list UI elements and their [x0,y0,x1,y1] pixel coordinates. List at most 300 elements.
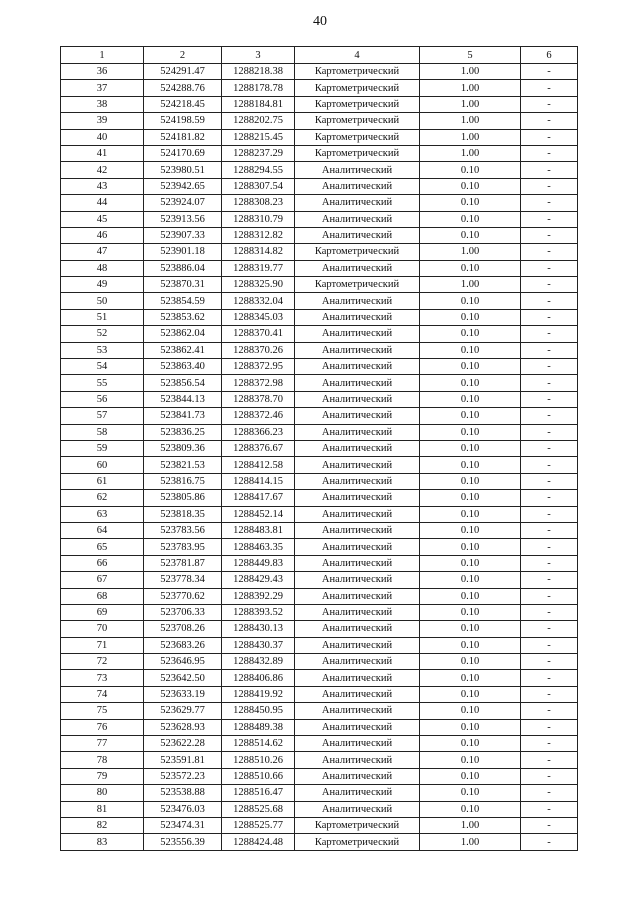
accuracy-cell: 0.10 [420,621,521,637]
y-coordinate-cell: 1288393.52 [222,604,295,620]
point-number-cell: 55 [61,375,144,391]
method-cell: Аналитический [295,375,420,391]
y-coordinate-cell: 1288376.67 [222,440,295,456]
x-coordinate-cell: 523633.19 [144,686,222,702]
accuracy-cell: 0.10 [420,195,521,211]
column-header-6: 6 [521,47,578,64]
table-row [61,244,578,260]
accuracy-cell: 0.10 [420,375,521,391]
accuracy-cell: 0.10 [420,162,521,178]
table-row [61,522,578,538]
point-number-cell: 77 [61,736,144,752]
table-body [61,64,578,851]
table-row [61,539,578,555]
table-row [61,686,578,702]
method-cell: Аналитический [295,424,420,440]
note-cell: - [521,408,578,424]
note-cell: - [521,96,578,112]
point-number-cell: 64 [61,522,144,538]
accuracy-cell: 1.00 [420,64,521,80]
table-row [61,342,578,358]
column-header-1: 1 [61,47,144,64]
x-coordinate-cell: 523818.35 [144,506,222,522]
table-row [61,572,578,588]
x-coordinate-cell: 523556.39 [144,834,222,850]
table-row [61,719,578,735]
point-number-cell: 65 [61,539,144,555]
x-coordinate-cell: 523907.33 [144,227,222,243]
method-cell: Аналитический [295,178,420,194]
x-coordinate-cell: 523886.04 [144,260,222,276]
note-cell: - [521,654,578,670]
table-row [61,654,578,670]
table-row [61,96,578,112]
y-coordinate-cell: 1288419.92 [222,686,295,702]
y-coordinate-cell: 1288345.03 [222,309,295,325]
accuracy-cell: 0.10 [420,211,521,227]
y-coordinate-cell: 1288510.26 [222,752,295,768]
x-coordinate-cell: 523474.31 [144,817,222,833]
table-row [61,440,578,456]
y-coordinate-cell: 1288310.79 [222,211,295,227]
accuracy-cell: 0.10 [420,424,521,440]
accuracy-cell: 0.10 [420,703,521,719]
y-coordinate-cell: 1288489.38 [222,719,295,735]
point-number-cell: 54 [61,359,144,375]
note-cell: - [521,555,578,571]
table-row [61,817,578,833]
accuracy-cell: 0.10 [420,686,521,702]
x-coordinate-cell: 523781.87 [144,555,222,571]
y-coordinate-cell: 1288312.82 [222,227,295,243]
x-coordinate-cell: 523628.93 [144,719,222,735]
x-coordinate-cell: 523870.31 [144,277,222,293]
y-coordinate-cell: 1288463.35 [222,539,295,555]
y-coordinate-cell: 1288392.29 [222,588,295,604]
note-cell: - [521,227,578,243]
table-row [61,326,578,342]
method-cell: Картометрический [295,817,420,833]
note-cell: - [521,522,578,538]
method-cell: Аналитический [295,736,420,752]
y-coordinate-cell: 1288294.55 [222,162,295,178]
y-coordinate-cell: 1288450.95 [222,703,295,719]
x-coordinate-cell: 523642.50 [144,670,222,686]
accuracy-cell: 0.10 [420,293,521,309]
note-cell: - [521,129,578,145]
y-coordinate-cell: 1288237.29 [222,145,295,161]
method-cell: Аналитический [295,621,420,637]
table-row [61,457,578,473]
method-cell: Аналитический [295,309,420,325]
method-cell: Аналитический [295,195,420,211]
x-coordinate-cell: 523572.23 [144,768,222,784]
table-row [61,736,578,752]
x-coordinate-cell: 523816.75 [144,473,222,489]
method-cell: Аналитический [295,293,420,309]
x-coordinate-cell: 523856.54 [144,375,222,391]
method-cell: Аналитический [295,473,420,489]
point-number-cell: 45 [61,211,144,227]
y-coordinate-cell: 1288314.82 [222,244,295,260]
point-number-cell: 50 [61,293,144,309]
table-row [61,408,578,424]
point-number-cell: 78 [61,752,144,768]
x-coordinate-cell: 523942.65 [144,178,222,194]
accuracy-cell: 0.10 [420,736,521,752]
y-coordinate-cell: 1288319.77 [222,260,295,276]
y-coordinate-cell: 1288372.98 [222,375,295,391]
accuracy-cell: 0.10 [420,408,521,424]
y-coordinate-cell: 1288430.37 [222,637,295,653]
x-coordinate-cell: 523841.73 [144,408,222,424]
x-coordinate-cell: 523622.28 [144,736,222,752]
table-row [61,391,578,407]
table-row [61,801,578,817]
note-cell: - [521,162,578,178]
y-coordinate-cell: 1288525.77 [222,817,295,833]
method-cell: Аналитический [295,227,420,243]
x-coordinate-cell: 523924.07 [144,195,222,211]
table-row [61,637,578,653]
y-coordinate-cell: 1288370.41 [222,326,295,342]
accuracy-cell: 1.00 [420,244,521,260]
table-row [61,211,578,227]
x-coordinate-cell: 523809.36 [144,440,222,456]
method-cell: Аналитический [295,391,420,407]
accuracy-cell: 0.10 [420,490,521,506]
table-row [61,129,578,145]
note-cell: - [521,359,578,375]
point-number-cell: 58 [61,424,144,440]
accuracy-cell: 0.10 [420,260,521,276]
x-coordinate-cell: 524181.82 [144,129,222,145]
method-cell: Картометрический [295,244,420,260]
y-coordinate-cell: 1288452.14 [222,506,295,522]
note-cell: - [521,637,578,653]
note-cell: - [521,588,578,604]
method-cell: Аналитический [295,785,420,801]
note-cell: - [521,195,578,211]
accuracy-cell: 1.00 [420,129,521,145]
x-coordinate-cell: 523591.81 [144,752,222,768]
accuracy-cell: 0.10 [420,555,521,571]
table-row [61,621,578,637]
point-number-cell: 62 [61,490,144,506]
method-cell: Аналитический [295,359,420,375]
method-cell: Аналитический [295,572,420,588]
method-cell: Аналитический [295,686,420,702]
point-number-cell: 47 [61,244,144,260]
accuracy-cell: 0.10 [420,473,521,489]
point-number-cell: 75 [61,703,144,719]
note-cell: - [521,211,578,227]
accuracy-cell: 0.10 [420,604,521,620]
point-number-cell: 44 [61,195,144,211]
table-row [61,145,578,161]
accuracy-cell: 0.10 [420,785,521,801]
x-coordinate-cell: 523805.86 [144,490,222,506]
point-number-cell: 40 [61,129,144,145]
table-row [61,359,578,375]
y-coordinate-cell: 1288184.81 [222,96,295,112]
point-number-cell: 49 [61,277,144,293]
point-number-cell: 59 [61,440,144,456]
y-coordinate-cell: 1288307.54 [222,178,295,194]
point-number-cell: 36 [61,64,144,80]
note-cell: - [521,244,578,260]
table-row [61,195,578,211]
table-row [61,490,578,506]
point-number-cell: 68 [61,588,144,604]
accuracy-cell: 0.10 [420,227,521,243]
note-cell: - [521,113,578,129]
point-number-cell: 63 [61,506,144,522]
accuracy-cell: 0.10 [420,768,521,784]
accuracy-cell: 0.10 [420,588,521,604]
point-number-cell: 80 [61,785,144,801]
x-coordinate-cell: 523844.13 [144,391,222,407]
y-coordinate-cell: 1288218.38 [222,64,295,80]
column-header-3: 3 [222,47,295,64]
method-cell: Аналитический [295,408,420,424]
table-row [61,113,578,129]
accuracy-cell: 0.10 [420,391,521,407]
note-cell: - [521,424,578,440]
table-row [61,227,578,243]
accuracy-cell: 1.00 [420,834,521,850]
x-coordinate-cell: 523862.04 [144,326,222,342]
table-row [61,834,578,850]
y-coordinate-cell: 1288378.70 [222,391,295,407]
point-number-cell: 37 [61,80,144,96]
note-cell: - [521,277,578,293]
point-number-cell: 66 [61,555,144,571]
point-number-cell: 79 [61,768,144,784]
table-header [61,47,578,64]
y-coordinate-cell: 1288525.68 [222,801,295,817]
accuracy-cell: 0.10 [420,670,521,686]
column-header-2: 2 [144,47,222,64]
note-cell: - [521,752,578,768]
note-cell: - [521,506,578,522]
x-coordinate-cell: 523783.56 [144,522,222,538]
y-coordinate-cell: 1288514.62 [222,736,295,752]
point-number-cell: 56 [61,391,144,407]
table-row [61,178,578,194]
accuracy-cell: 0.10 [420,654,521,670]
method-cell: Аналитический [295,457,420,473]
x-coordinate-cell: 523862.41 [144,342,222,358]
accuracy-cell: 1.00 [420,80,521,96]
point-number-cell: 52 [61,326,144,342]
coordinates-table [60,46,578,851]
table-row [61,703,578,719]
x-coordinate-cell: 523980.51 [144,162,222,178]
x-coordinate-cell: 524288.76 [144,80,222,96]
point-number-cell: 39 [61,113,144,129]
point-number-cell: 67 [61,572,144,588]
point-number-cell: 38 [61,96,144,112]
y-coordinate-cell: 1288430.13 [222,621,295,637]
note-cell: - [521,768,578,784]
accuracy-cell: 1.00 [420,277,521,293]
note-cell: - [521,539,578,555]
table-row [61,785,578,801]
method-cell: Аналитический [295,342,420,358]
method-cell: Аналитический [295,506,420,522]
note-cell: - [521,178,578,194]
note-cell: - [521,80,578,96]
point-number-cell: 61 [61,473,144,489]
point-number-cell: 72 [61,654,144,670]
point-number-cell: 70 [61,621,144,637]
table-row [61,555,578,571]
table-row [61,80,578,96]
note-cell: - [521,293,578,309]
method-cell: Аналитический [295,326,420,342]
table-row [61,375,578,391]
note-cell: - [521,260,578,276]
method-cell: Аналитический [295,637,420,653]
table-row [61,293,578,309]
method-cell: Аналитический [295,162,420,178]
y-coordinate-cell: 1288424.48 [222,834,295,850]
x-coordinate-cell: 523538.88 [144,785,222,801]
method-cell: Аналитический [295,604,420,620]
accuracy-cell: 0.10 [420,801,521,817]
y-coordinate-cell: 1288406.86 [222,670,295,686]
method-cell: Аналитический [295,260,420,276]
y-coordinate-cell: 1288483.81 [222,522,295,538]
method-cell: Аналитический [295,768,420,784]
point-number-cell: 51 [61,309,144,325]
note-cell: - [521,686,578,702]
note-cell: - [521,64,578,80]
method-cell: Аналитический [295,801,420,817]
point-number-cell: 73 [61,670,144,686]
method-cell: Аналитический [295,490,420,506]
y-coordinate-cell: 1288414.15 [222,473,295,489]
method-cell: Аналитический [295,719,420,735]
x-coordinate-cell: 523783.95 [144,539,222,555]
accuracy-cell: 1.00 [420,145,521,161]
table-row [61,162,578,178]
method-cell: Аналитический [295,211,420,227]
x-coordinate-cell: 523821.53 [144,457,222,473]
note-cell: - [521,440,578,456]
y-coordinate-cell: 1288417.67 [222,490,295,506]
point-number-cell: 69 [61,604,144,620]
x-coordinate-cell: 524291.47 [144,64,222,80]
table-row [61,64,578,80]
method-cell: Аналитический [295,752,420,768]
method-cell: Аналитический [295,654,420,670]
y-coordinate-cell: 1288372.95 [222,359,295,375]
point-number-cell: 48 [61,260,144,276]
accuracy-cell: 0.10 [420,572,521,588]
x-coordinate-cell: 523863.40 [144,359,222,375]
note-cell: - [521,785,578,801]
table-row [61,309,578,325]
point-number-cell: 74 [61,686,144,702]
accuracy-cell: 0.10 [420,359,521,375]
table-row [61,670,578,686]
point-number-cell: 43 [61,178,144,194]
x-coordinate-cell: 523708.26 [144,621,222,637]
y-coordinate-cell: 1288366.23 [222,424,295,440]
note-cell: - [521,621,578,637]
accuracy-cell: 0.10 [420,457,521,473]
y-coordinate-cell: 1288412.58 [222,457,295,473]
table-row [61,424,578,440]
y-coordinate-cell: 1288215.45 [222,129,295,145]
method-cell: Аналитический [295,703,420,719]
y-coordinate-cell: 1288178.78 [222,80,295,96]
point-number-cell: 42 [61,162,144,178]
table-row [61,604,578,620]
accuracy-cell: 0.10 [420,506,521,522]
method-cell: Аналитический [295,522,420,538]
point-number-cell: 41 [61,145,144,161]
note-cell: - [521,326,578,342]
table-row [61,752,578,768]
accuracy-cell: 0.10 [420,539,521,555]
method-cell: Картометрический [295,129,420,145]
y-coordinate-cell: 1288202.75 [222,113,295,129]
column-header-5: 5 [420,47,521,64]
table-row [61,260,578,276]
note-cell: - [521,670,578,686]
note-cell: - [521,375,578,391]
x-coordinate-cell: 523853.62 [144,309,222,325]
point-number-cell: 57 [61,408,144,424]
accuracy-cell: 1.00 [420,96,521,112]
accuracy-cell: 0.10 [420,637,521,653]
note-cell: - [521,145,578,161]
note-cell: - [521,817,578,833]
method-cell: Аналитический [295,555,420,571]
note-cell: - [521,703,578,719]
point-number-cell: 53 [61,342,144,358]
page-number: 40 [313,14,327,29]
method-cell: Аналитический [295,588,420,604]
accuracy-cell: 0.10 [420,440,521,456]
accuracy-cell: 0.10 [420,522,521,538]
x-coordinate-cell: 524198.59 [144,113,222,129]
x-coordinate-cell: 523629.77 [144,703,222,719]
y-coordinate-cell: 1288332.04 [222,293,295,309]
y-coordinate-cell: 1288429.43 [222,572,295,588]
accuracy-cell: 0.10 [420,326,521,342]
point-number-cell: 76 [61,719,144,735]
point-number-cell: 81 [61,801,144,817]
x-coordinate-cell: 523836.25 [144,424,222,440]
table-row [61,506,578,522]
point-number-cell: 83 [61,834,144,850]
table-row [61,473,578,489]
point-number-cell: 82 [61,817,144,833]
method-cell: Аналитический [295,539,420,555]
note-cell: - [521,572,578,588]
note-cell: - [521,490,578,506]
method-cell: Картометрический [295,96,420,112]
note-cell: - [521,801,578,817]
x-coordinate-cell: 523901.18 [144,244,222,260]
table-row [61,277,578,293]
note-cell: - [521,604,578,620]
method-cell: Картометрический [295,277,420,293]
